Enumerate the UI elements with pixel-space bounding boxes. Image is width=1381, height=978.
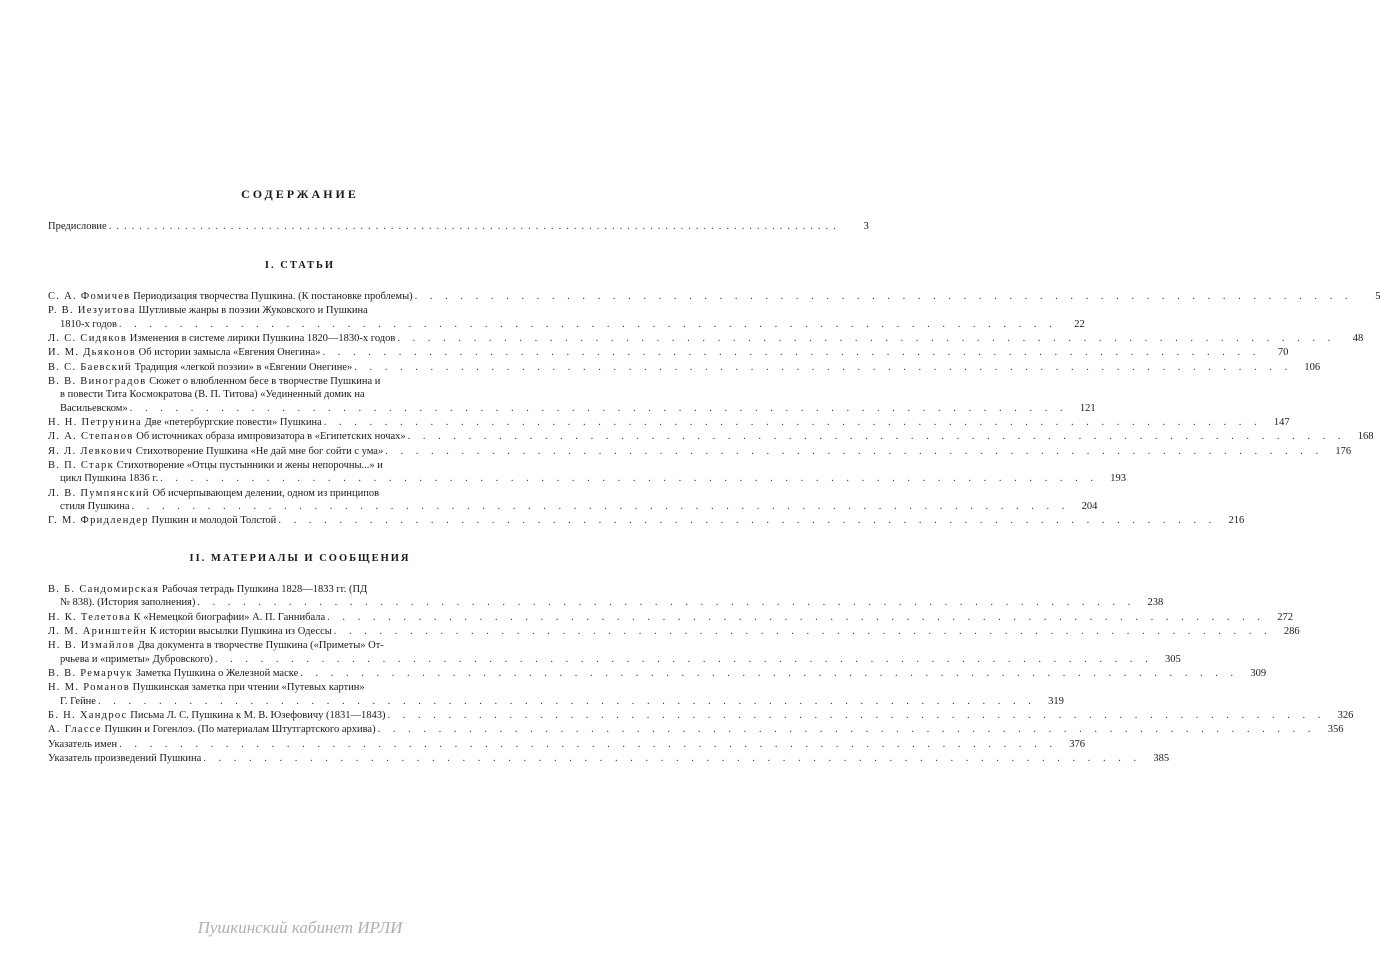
- page-number: 309: [1250, 668, 1267, 679]
- leader-dots: . . . . . . . . . . . . . . . . . . . . . . . . . . . . . . . . . . . . . . . . . . . . . . . . . . . . . . . . . . . . . .: [118, 318, 1057, 330]
- leader-dots: . . . . . . . . . . . . . . . . . . . . . . . . . . . . . . . . . . . . . . . . . . . . . . . . . . . . . . . . . . . . . .: [97, 695, 1036, 707]
- page-number: 168: [1357, 431, 1374, 443]
- toc-entry-index[interactable]: [48, 752, 1170, 765]
- entry-text: [48, 332, 395, 345]
- page-number: 376: [1069, 738, 1085, 750]
- entry-line: [48, 514, 1245, 527]
- entry-text: [48, 639, 384, 652]
- entry-line-cont: [48, 402, 1096, 415]
- entry-title: Пушкин и молодой Толстой: [148, 515, 277, 527]
- entry-title: Письма Л. С. Пушкина к М. В. Юзефовичу (1831—1843): [127, 710, 386, 721]
- page-number: 286: [1283, 626, 1300, 637]
- entry-title: К истории высылки Пушкина из Одессы: [147, 626, 332, 637]
- toc-entry[interactable]: [48, 487, 1098, 513]
- entry-title: Шутливые жанры в поэзии Жуковского и Пушкина: [135, 305, 368, 317]
- leader-dots: . . . . . . . . . . . . . . . . . . . . . . . . . . . . . . . . . . . . . . . . . . . . . . . . . . . . . . . . . . . . . .: [214, 653, 1153, 665]
- toc-entry[interactable]: [48, 514, 1245, 527]
- toc-entry[interactable]: [48, 290, 1381, 303]
- author-name: С. А. Фомичев: [48, 291, 131, 302]
- page-number: 216: [1228, 515, 1245, 527]
- entry-line: [48, 430, 1374, 443]
- author-name: Г. М. Фридлендер: [48, 515, 149, 527]
- entry-text: № 838). (История заполнения): [60, 597, 196, 609]
- entry-line: [48, 625, 1300, 638]
- entry-title: Рабочая тетрадь Пушкина 1828—1833 гг. (ПД: [159, 584, 368, 595]
- entry-text: [48, 583, 367, 596]
- page-number: 3: [863, 221, 869, 232]
- entry-text: Васильевском»: [60, 402, 128, 414]
- entry-line-cont: [48, 500, 1098, 513]
- entry-line: [48, 723, 1344, 736]
- entry-title: Традиция «легкой поэзии» в «Евгении Онегине»: [131, 361, 353, 373]
- entry-line: [48, 375, 556, 388]
- entry-line-cont: [48, 318, 1085, 331]
- entry-title: Два документа в творчестве Пушкина («Приметы» От-: [135, 640, 384, 652]
- toc-entry[interactable]: [48, 625, 1300, 638]
- entry-text: [48, 709, 386, 722]
- toc-entry[interactable]: [48, 611, 1293, 624]
- leader-dots: . . . . . . . . . . . . . . . . . . . . . . . . . . . . . . . . . . . . . . . . . . . . . . . . . . . . . . . . . . . . . .: [131, 501, 1070, 512]
- author-name: Л. С. Сидяков: [48, 333, 128, 344]
- leader-dots: . . . . . . . . . . . . . . . . . . . . . . . . . . . . . . . . . . . . . . . . . . . . . . . . . . . . . . . . . . . . . .: [197, 597, 1136, 609]
- entry-line: [48, 709, 1354, 722]
- entry-text: [48, 667, 298, 680]
- entry-line: [48, 304, 556, 317]
- entry-text: рчьева и «приметы» Дубровского): [60, 653, 213, 665]
- page-number: 272: [1277, 611, 1293, 623]
- page-title: СОДЕРЖАНИЕ: [241, 187, 359, 201]
- page-number: 319: [1048, 695, 1064, 707]
- entry-title: Стихотворение Пушкина «Не дай мне бог сойти с ума»: [133, 445, 384, 457]
- entry-line: [48, 752, 1170, 765]
- entry-line: [48, 681, 556, 694]
- author-name: А. Глассе: [48, 724, 102, 736]
- toc-entry[interactable]: [48, 583, 1164, 609]
- section-2-title: II. МАТЕРИАЛЫ И СООБЩЕНИЯ: [189, 553, 411, 564]
- toc-entry[interactable]: [48, 681, 1064, 707]
- author-name: Л. А. Степанов: [48, 431, 134, 443]
- entry-text: [48, 459, 383, 472]
- toc-entry[interactable]: [48, 346, 1289, 359]
- author-name: Н. Н. Петрунина: [48, 417, 143, 428]
- leader-dots: . . . . . . . . . . . . . . . . . . . . . . . . . . . . . . . . . . . . . . . . . . . . . . . . . . . . . . . . . . . . . .: [203, 753, 1142, 765]
- entry-text: [48, 487, 379, 500]
- entry-title: Пушкин и Гогенлоэ. (По материалам Штутгартского архива): [101, 724, 376, 736]
- author-name: Н. К. Телетова: [48, 611, 132, 623]
- leader-dots: . . . . . . . . . . . . . . . . . . . . . . . . . . . . . . . . . . . . . . . . . . . . . . . . . . . . . . . . . . . . . .: [414, 291, 1353, 302]
- entry-line: [48, 667, 1267, 680]
- page-number: 121: [1079, 402, 1096, 414]
- author-name: Л. М. Аринштейн: [48, 626, 148, 637]
- section-1-title: I. СТАТЬИ: [264, 260, 336, 271]
- entry-title: Об источниках образа импровизатора в «Египетских ночах»: [133, 431, 406, 443]
- page-number: 356: [1327, 724, 1344, 736]
- entry-text: [48, 416, 322, 429]
- toc-entry[interactable]: [48, 332, 1364, 345]
- author-name: В. В. Виноградов: [48, 376, 147, 388]
- toc-entry[interactable]: [48, 639, 1181, 665]
- page-number: 385: [1153, 753, 1170, 765]
- leader-dots: . . . . . . . . . . . . . . . . . . . . . . . . . . . . . . . . . . . . . . . . . . . . . . . . . . . . . . . . . . . . . .: [385, 445, 1324, 457]
- leader-dots: . . . . . . . . . . . . . . . . . . . . . . . . . . . . . . . . . . . . . . . . . . . . . . . . . . . . . . . . . . . . . .: [278, 515, 1217, 527]
- entry-line: [48, 346, 1289, 359]
- author-name: В. Б. Сандомирская: [48, 584, 160, 595]
- entry-title: Указатель произведений Пушкина: [48, 753, 202, 765]
- leader-dots: . . . . . . . . . . . . . . . . . . . . . . . . . . . . . . . . . . . . . . . . . . . . . . . . . . . . . . . . . . . . . .: [387, 710, 1326, 721]
- toc-entry[interactable]: [48, 445, 1352, 458]
- entry-line-cont: [48, 695, 1064, 708]
- toc-entry[interactable]: [48, 416, 1290, 429]
- toc-entry[interactable]: [48, 709, 1354, 722]
- page-number: 238: [1147, 597, 1164, 609]
- entry-line: [48, 459, 556, 472]
- entry-text: [48, 290, 413, 303]
- toc-entry[interactable]: [48, 430, 1374, 443]
- toc-entry[interactable]: [48, 375, 1096, 415]
- author-name: Л. В. Пумпянский: [48, 487, 150, 499]
- author-name: Р. В. Иезуитова: [48, 305, 136, 317]
- toc-entry[interactable]: [48, 361, 1321, 374]
- entry-text: Г. Гейне: [60, 695, 96, 707]
- page-number: 326: [1337, 710, 1354, 721]
- leader-dots: . . . . . . . . . . . . . . . . . . . . . . . . . . . . . . . . . . . . . . . . . . . . . . . . . . . . . . . . . . . . . .: [322, 347, 1261, 359]
- entry-line: [48, 639, 556, 652]
- author-name: В. С. Баевский: [48, 361, 132, 373]
- author-name: Н. В. Измайлов: [48, 640, 136, 652]
- entry-title: Об исчерпывающем делении, одном из принципов: [149, 487, 380, 499]
- entry-line-cont: [48, 388, 556, 401]
- page-number: 5: [1375, 291, 1381, 302]
- entry-line: [48, 583, 556, 596]
- watermark: Пушкинский кабинет ИРЛИ: [197, 918, 403, 937]
- leader-dots: . . . . . . . . . . . . . . . . . . . . . . . . . . . . . . . . . . . . . . . . . . . . . . . . . . . . . . . . . . . . . .: [160, 473, 1098, 485]
- entry-line-cont: [48, 472, 1126, 485]
- page-number: 204: [1081, 501, 1098, 512]
- entry-line: [48, 416, 1290, 429]
- toc-entry[interactable]: [48, 304, 1085, 330]
- author-name: В. В. Ремарчук: [48, 668, 133, 679]
- entry-text: [48, 514, 276, 527]
- leader-dots: . . . . . . . . . . . . . . . . . . . . . . . . . . . . . . . . . . . . . . . . . . . . . . . . . . . . . . . . . . . . . .: [354, 361, 1293, 373]
- toc-entry-index[interactable]: [48, 738, 1085, 751]
- entry-text: стиля Пушкина: [60, 501, 130, 512]
- entry-line: [48, 290, 1381, 303]
- leader-dots: . . . . . . . . . . . . . . . . . . . . . . . . . . . . . . . . . . . . . . . . . . . . . . . . . . . . . . . . . . . . . .: [407, 431, 1346, 443]
- author-name: Я. Л. Левкович: [48, 445, 134, 457]
- entry-text: 1810-х годов: [60, 318, 117, 330]
- leader-dots: . . . . . . . . . . . . . . . . . . . . . . . . . . . . . . . . . . . . . . . . . . . . . . . . . . . . . . . . . . . . . .: [377, 724, 1316, 736]
- entry-title: Сюжет о влюбленном бесе в творчестве Пушкина и: [146, 376, 381, 388]
- entry-line-cont: [48, 596, 1164, 609]
- page-number: 22: [1074, 318, 1085, 330]
- entry-line: [48, 738, 1085, 751]
- entry-title: Об истории замысла «Евгения Онегина»: [136, 347, 321, 359]
- page-number: 70: [1277, 347, 1289, 359]
- author-name: И. М. Дьяконов: [48, 347, 137, 359]
- author-name: В. П. Старк: [48, 460, 114, 472]
- entry-line: [48, 361, 1321, 374]
- entry-line: [48, 445, 1352, 458]
- entry-title: Стихотворение «Отцы пустынники и жены непорочны...» и: [113, 460, 383, 472]
- entry-text: [48, 611, 325, 624]
- entry-line: [48, 487, 556, 500]
- toc-entry[interactable]: [48, 459, 1126, 485]
- leader-dots: . . . . . . . . . . . . . . . . . . . . . . . . . . . . . . . . . . . . . . . . . . . . . . . . . . . . . . . . . . . . . .: [397, 333, 1336, 344]
- entry-text: цикл Пушкина 1836 г.: [60, 473, 159, 485]
- entry-line: [48, 332, 1364, 345]
- leader-dots: . . . . . . . . . . . . . . . . . . . . . . . . . . . . . . . . . . . . . . . . . . . . . . . . . . . . . . . . . . . . . .: [333, 626, 1272, 637]
- toc-entry[interactable]: [48, 667, 1267, 680]
- page-number: 147: [1273, 417, 1290, 428]
- leader-dots: . . . . . . . . . . . . . . . . . . . . . . . . . . . . . . . . . . . . . . . . . . . . . . . . . . . . . . . . . . . . . .: [327, 611, 1265, 623]
- entry-text: [48, 375, 380, 388]
- entry-title: К «Немецкой биографии» А. П. Ганнибала: [131, 611, 326, 623]
- entry-text: [48, 304, 368, 317]
- entry-title: Предисловие: [48, 221, 107, 232]
- entry-title: Две «петербургские повести» Пушкина: [142, 417, 322, 428]
- entry-title: Заметка Пушкина о Железной маске: [132, 668, 299, 679]
- page-number: 106: [1304, 361, 1321, 373]
- leader-dots: . . . . . . . . . . . . . . . . . . . . . . . . . . . . . . . . . . . . . . . . . . . . . . . . . . . . . . . . . . . . . .: [119, 738, 1057, 750]
- page-number: 176: [1335, 445, 1352, 457]
- entry-text: [48, 361, 352, 374]
- entry-text: [48, 625, 332, 638]
- entry-title: Изменения в системе лирики Пушкина 1820—1830-х годов: [127, 333, 396, 344]
- entry-text: [48, 681, 365, 694]
- entry-line: [48, 611, 1293, 624]
- toc-entry[interactable]: [48, 723, 1344, 736]
- entry-title: Указатель имен: [48, 738, 118, 750]
- entry-line-cont: [48, 653, 1181, 666]
- page-number: 193: [1110, 473, 1126, 485]
- entry-text: в повести Тита Космократова (В. П. Титова) «Уединенный домик на: [60, 389, 365, 401]
- page-number: 48: [1352, 333, 1364, 344]
- author-name: Н. М. Романов: [48, 682, 131, 694]
- leader-dots: . . . . . . . . . . . . . . . . . . . . . . . . . . . . . . . . . . . . . . . . . . . . . . . . . . . . . . . . . . . . . .: [323, 417, 1262, 428]
- entry-title: Периодизация творчества Пушкина. (К постановке проблемы): [130, 291, 413, 302]
- page-number: 305: [1165, 653, 1181, 665]
- leader-dots: . . . . . . . . . . . . . . . . . . . . . . . . . . . . . . . . . . . . . . . . . . . . . . . . . . . . . . . . . . . . . .: [300, 668, 1239, 679]
- leader-dots: ................................................................................................: [108, 221, 841, 232]
- entry-text: [48, 723, 376, 736]
- leader-dots: . . . . . . . . . . . . . . . . . . . . . . . . . . . . . . . . . . . . . . . . . . . . . . . . . . . . . . . . . . . . . .: [129, 402, 1068, 414]
- author-name: Б. Н. Хандрос: [48, 710, 128, 721]
- entry-text: [48, 346, 320, 359]
- entry-text: [48, 430, 406, 443]
- toc-entry-preface[interactable]: [48, 220, 869, 233]
- entry-title: Пушкинская заметка при чтении «Путевых картин»: [130, 682, 365, 694]
- entry-text: [48, 445, 383, 458]
